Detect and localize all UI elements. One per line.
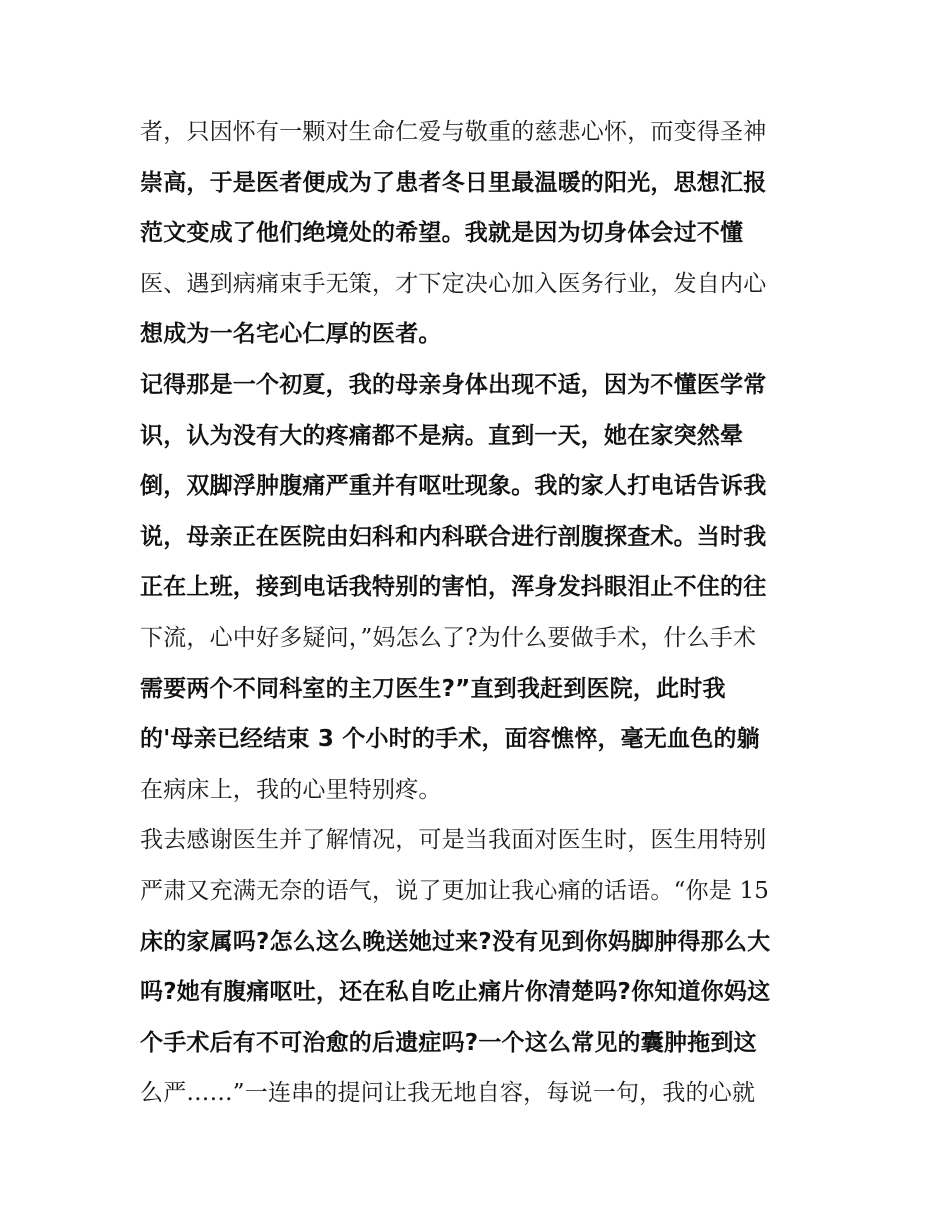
text-line: 个手术后有不可治愈的后遗症吗?一个这么常见的囊肿拖到这 bbox=[140, 1029, 757, 1056]
text-line: 想成为一名宅心仁厚的医者。 bbox=[140, 321, 442, 348]
text-line: 范文变成了他们绝境处的希望。我就是因为切身体会过不懂 bbox=[140, 220, 744, 247]
text-line: 崇高，于是医者便成为了患者冬日里最温暖的阳光，思想汇报 bbox=[140, 169, 767, 196]
text-line: 医、遇到病痛束手无策，才下定决心加入医务行业，发自内心 bbox=[140, 270, 767, 297]
text-line: 床的家属吗?怎么这么晚送她过来?没有见到你妈脚肿得那么大 bbox=[140, 928, 771, 955]
text-line: 记得那是一个初夏，我的母亲身体出现不适，因为不懂医学常 bbox=[140, 371, 767, 398]
text-line: 说，母亲正在医院由妇科和内科联合进行剖腹探查术。当时我 bbox=[140, 523, 767, 550]
text-line: 在病床上，我的心里特别疼。 bbox=[140, 776, 442, 803]
text-line: 者，只因怀有一颗对生命仁爱与敬重的慈悲心怀，而变得圣神 bbox=[140, 119, 767, 145]
body-text bbox=[140, 107, 820, 1119]
text-line: 识，认为没有大的疼痛都不是病。直到一天，她在家突然晕 bbox=[140, 422, 744, 449]
text-line: 下流，心中好多疑问，”妈怎么了?为什么要做手术，什么手术 bbox=[140, 624, 757, 651]
text-line: 正在上班，接到电话我特别的害怕，浑身发抖眼泪止不住的往 bbox=[140, 574, 767, 601]
text-line: 需要两个不同科室的主刀医生?”直到我赶到医院，此时我 bbox=[140, 675, 726, 702]
text-line: 吗?她有腹痛呕吐，还在私自吃止痛片你清楚吗?你知道你妈这 bbox=[140, 979, 771, 1006]
text-line: 倒，双脚浮肿腹痛严重并有呕吐现象。我的家人打电话告诉我 bbox=[140, 473, 767, 500]
text-line: 我去感谢医生并了解情况，可是当我面对医生时，医生用特别 bbox=[140, 827, 767, 854]
text-line: 么严……”一连串的提问让我无地自容，每说一句，我的心就 bbox=[140, 1080, 756, 1107]
text-line: 严肃又充满无奈的语气，说了更加让我心痛的话语。“你是 15 bbox=[140, 877, 770, 904]
text-line: 的'母亲已经结束 3 个小时的手术，面容憔悴，毫无血色的躺 bbox=[140, 726, 760, 753]
